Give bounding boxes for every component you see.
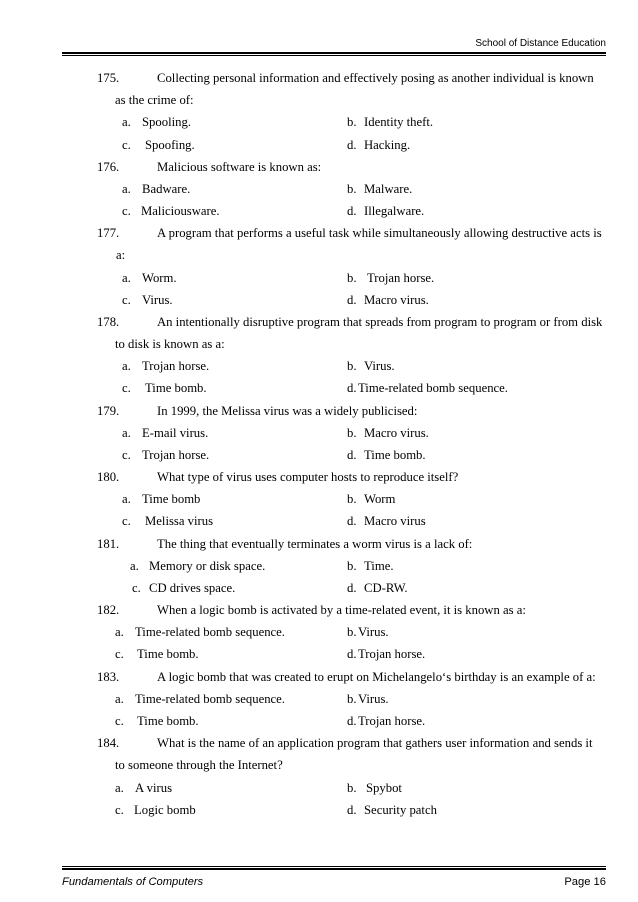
option-letter: d. (347, 447, 357, 462)
question-179 (0, 400, 638, 467)
header-title: School of Distance Education (475, 38, 606, 49)
question-stem-row (0, 466, 638, 488)
question-181 (0, 533, 638, 600)
question-175 (0, 67, 638, 156)
options-row (0, 289, 638, 311)
option-text: Maliciousware. (141, 204, 220, 219)
option-text: Time bomb. (137, 647, 199, 662)
question-stem-continued-row (0, 754, 638, 776)
option-letter: d. (347, 802, 357, 817)
question-177 (0, 222, 638, 311)
question-178 (0, 311, 638, 400)
question-182 (0, 599, 638, 666)
option-letter: a. (122, 181, 131, 196)
question-stem-row (0, 533, 638, 555)
option-text: Time-related bomb sequence. (135, 625, 285, 640)
question-183 (0, 666, 638, 733)
options-row (0, 621, 638, 643)
option-text: Illegalware. (364, 204, 425, 219)
options-row (0, 422, 638, 444)
option-text: Melissa virus (145, 514, 214, 529)
option-letter: a. (130, 558, 139, 573)
option-letter: c. (115, 647, 124, 662)
option-letter: d. (347, 292, 357, 307)
option-text: A virus (135, 780, 173, 795)
question-text-continued: to disk is known as a: (115, 337, 225, 352)
option-text: Security patch (364, 802, 437, 817)
option-text: Macro virus. (364, 425, 429, 440)
options-row (0, 178, 638, 200)
question-stem-row (0, 222, 638, 244)
option-letter: b. (347, 625, 357, 640)
option-letter: d. (347, 137, 357, 152)
options-row (0, 134, 638, 156)
option-text: Virus. (364, 359, 395, 374)
option-text: Virus. (358, 625, 389, 640)
question-number: 175. (97, 71, 120, 85)
option-text: Trojan horse. (358, 647, 426, 662)
option-letter: c. (122, 204, 131, 219)
option-letter: d. (347, 580, 357, 595)
question-stem-row (0, 732, 638, 754)
page-number: Page 16 (564, 876, 606, 888)
question-number: 182. (97, 603, 120, 618)
question-text: An intentionally disruptive program that spreads from program to program or from disk (157, 314, 603, 329)
question-text: What type of virus uses computer hosts to reproduce itself? (157, 470, 459, 485)
question-list (0, 67, 638, 821)
option-text: Time-related bomb sequence. (135, 691, 285, 706)
option-text: Trojan horse. (367, 270, 435, 285)
option-text: Malware. (364, 181, 413, 196)
question-180 (0, 466, 638, 533)
option-letter: b. (347, 780, 357, 795)
option-text: Time bomb. (145, 381, 207, 396)
options-row (0, 710, 638, 732)
option-text: Virus. (358, 691, 389, 706)
question-text: The thing that eventually terminates a worm virus is a lack of: (157, 536, 473, 551)
question-text: A program that performs a useful task while simultaneously allowing destructive acts is (157, 226, 602, 241)
question-number: 180. (97, 470, 120, 485)
option-text: Trojan horse. (142, 359, 210, 374)
question-stem-row (0, 599, 638, 621)
question-text-continued: a: (116, 248, 126, 263)
question-text: In 1999, the Melissa virus was a widely publicised: (157, 403, 418, 418)
question-number: 178. (97, 314, 120, 329)
header-divider (62, 52, 606, 56)
option-text: Badware. (142, 181, 191, 196)
option-text: Trojan horse. (358, 713, 426, 728)
question-stem-row (0, 666, 638, 688)
option-text: Macro virus (364, 514, 426, 529)
option-text: Identity theft. (364, 115, 434, 130)
option-letter: d. (347, 713, 357, 728)
question-number: 181. (97, 536, 120, 551)
option-letter: c. (122, 292, 131, 307)
options-row (0, 577, 638, 599)
question-number: 179. (97, 403, 120, 418)
option-letter: a. (122, 425, 131, 440)
question-number: 176. (97, 159, 120, 174)
question-stem-continued-row (0, 244, 638, 266)
option-letter: b. (347, 270, 357, 285)
question-176 (0, 156, 638, 223)
options-row (0, 377, 638, 399)
question-text-continued: to someone through the Internet? (115, 758, 283, 773)
question-text: What is the name of an application program that gathers user information and sends it (157, 736, 593, 751)
option-text: E-mail virus. (142, 425, 209, 440)
option-text: Logic bomb (134, 802, 196, 817)
footer-title: Fundamentals of Computers (62, 876, 204, 888)
option-letter: c. (132, 580, 141, 595)
option-text: Virus. (142, 292, 173, 307)
options-row (0, 200, 638, 222)
option-letter: d. (347, 647, 357, 662)
options-row (0, 688, 638, 710)
option-text: Time bomb. (364, 447, 426, 462)
option-text: Worm. (142, 270, 177, 285)
option-text: Spoofing. (145, 137, 195, 152)
options-row (0, 488, 638, 510)
option-text: CD-RW. (364, 580, 408, 595)
option-letter: b. (347, 492, 357, 507)
options-row (0, 643, 638, 665)
option-letter: c. (122, 137, 131, 152)
question-text: A logic bomb that was created to erupt on Michelangelo‘s birthday is an example of a: (157, 669, 596, 684)
option-letter: d. (347, 514, 357, 529)
option-text: Spooling. (142, 115, 191, 130)
option-text: Worm (364, 492, 396, 507)
option-letter: d. (347, 381, 357, 396)
question-number: 177. (97, 226, 120, 241)
option-text: Time bomb (142, 492, 201, 507)
question-text: When a logic bomb is activated by a time-related event, it is known as a: (157, 603, 526, 618)
option-letter: a. (122, 115, 131, 130)
option-text: Time-related bomb sequence. (358, 381, 508, 396)
options-row (0, 355, 638, 377)
option-letter: c. (115, 802, 124, 817)
question-number: 183. (97, 669, 120, 684)
option-letter: a. (122, 270, 131, 285)
question-stem-row (0, 156, 638, 178)
option-letter: b. (347, 691, 357, 706)
options-row (0, 444, 638, 466)
option-letter: c. (115, 713, 124, 728)
question-text: Malicious software is known as: (157, 159, 322, 174)
option-text: Macro virus. (364, 292, 429, 307)
option-letter: c. (122, 447, 131, 462)
option-text: Time bomb. (137, 713, 199, 728)
option-letter: b. (347, 425, 357, 440)
option-text: Spybot (366, 780, 402, 795)
option-letter: a. (115, 780, 124, 795)
options-row (0, 111, 638, 133)
option-letter: c. (122, 381, 131, 396)
option-letter: a. (115, 691, 124, 706)
question-stem-row (0, 67, 638, 89)
question-stem-continued-row (0, 333, 638, 355)
option-letter: b. (347, 359, 357, 374)
question-text-continued: as the crime of: (115, 93, 194, 108)
option-letter: a. (115, 625, 124, 640)
options-row (0, 510, 638, 532)
option-letter: b. (347, 558, 357, 573)
question-text: Collecting personal information and effectively posing as another individual is known (157, 71, 594, 85)
options-row (0, 799, 638, 821)
option-letter: b. (347, 115, 357, 130)
option-text: Memory or disk space. (149, 558, 266, 573)
option-text: CD drives space. (149, 580, 236, 595)
question-stem-row (0, 311, 638, 333)
options-row (0, 555, 638, 577)
option-letter: b. (347, 181, 357, 196)
option-letter: a. (122, 492, 131, 507)
option-letter: c. (122, 514, 131, 529)
question-184 (0, 732, 638, 821)
question-stem-row (0, 400, 638, 422)
footer-divider (62, 866, 606, 870)
options-row (0, 267, 638, 289)
question-stem-continued-row (0, 89, 638, 111)
option-letter: a. (122, 359, 131, 374)
option-text: Trojan horse. (142, 447, 210, 462)
options-row (0, 777, 638, 799)
question-number: 184. (97, 736, 120, 751)
option-text: Time. (364, 558, 394, 573)
option-text: Hacking. (364, 137, 411, 152)
option-letter: d. (347, 204, 357, 219)
